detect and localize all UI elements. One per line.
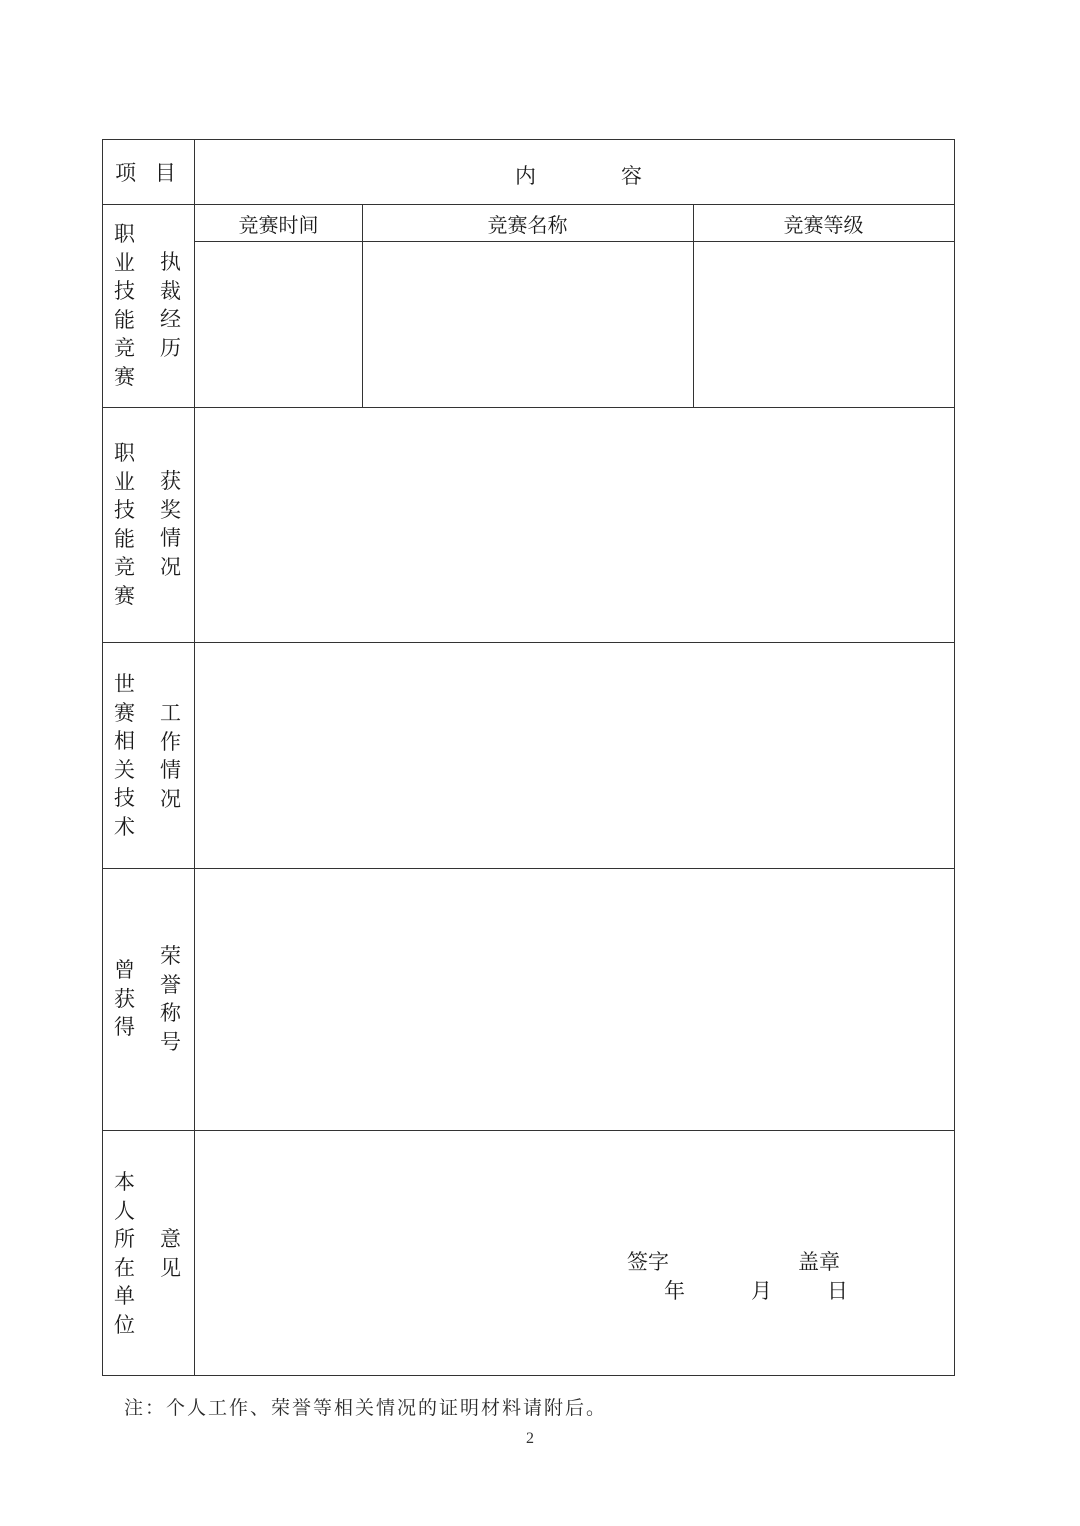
- label-char: 荣: [160, 944, 181, 968]
- competition-subheader: [195, 205, 954, 242]
- unit-opinion-label-cell: [103, 1131, 195, 1375]
- unit-opinion-label-col1: [114, 1168, 135, 1339]
- label-char: 奖: [160, 497, 181, 522]
- label-char: 况: [160, 554, 181, 579]
- content-header-cell: [195, 140, 954, 204]
- label-char: 竞: [114, 555, 135, 579]
- month-label: 月: [751, 1279, 772, 1303]
- label-char: 情: [160, 526, 181, 550]
- table-header-row: [103, 140, 954, 205]
- competition-level-field[interactable]: [694, 242, 954, 407]
- awards-label-cell: [103, 408, 195, 642]
- content-header-label-1: 内: [515, 164, 536, 188]
- signature-label: 签字: [627, 1250, 669, 1274]
- seal-label: 盖章: [798, 1250, 840, 1274]
- label-char: 得: [114, 1015, 135, 1039]
- label-char: 所: [114, 1227, 135, 1251]
- awards-label-col2: [160, 467, 181, 581]
- label-char: 能: [114, 526, 135, 551]
- awards-content-field[interactable]: [195, 408, 954, 642]
- content-header-label-2: 容: [621, 164, 642, 188]
- unit-opinion-label-col2: [160, 1225, 181, 1282]
- competition-level-header: 竞赛等级: [783, 212, 864, 237]
- label-char: 世: [114, 672, 135, 696]
- honors-label-col1: [114, 956, 135, 1042]
- label-char: 誉: [160, 972, 181, 997]
- label-char: 裁: [160, 278, 181, 303]
- worldskills-label-col2: [160, 699, 181, 813]
- referee-label-col1: [114, 220, 135, 391]
- label-char: 人: [114, 1198, 135, 1223]
- referee-label-col2: [160, 248, 181, 362]
- honors-label-cell: [103, 869, 195, 1130]
- day-label: 日: [827, 1279, 848, 1303]
- label-char: 获: [160, 469, 181, 493]
- label-char: 意: [160, 1227, 181, 1251]
- competition-time-header: 竞赛时间: [238, 212, 319, 237]
- label-char: 赛: [114, 364, 135, 389]
- competition-name-field[interactable]: [363, 242, 693, 407]
- label-char: 获: [114, 986, 135, 1011]
- awards-label-col1: [114, 439, 135, 610]
- footnote: 注：个人工作、荣誉等相关情况的证明材料请附后。: [124, 1397, 608, 1419]
- label-char: 技: [114, 786, 135, 810]
- label-char: 历: [160, 335, 181, 360]
- referee-experience-row: [103, 205, 954, 408]
- label-char: 能: [114, 307, 135, 332]
- worldskills-label-col1: [114, 670, 135, 841]
- label-char: 在: [114, 1255, 135, 1280]
- label-char: 情: [160, 758, 181, 782]
- label-char: 单: [114, 1284, 135, 1308]
- label-char: 业: [114, 250, 135, 275]
- label-char: 作: [160, 729, 181, 754]
- label-char: 曾: [114, 958, 135, 982]
- worldskills-content-field[interactable]: [195, 643, 954, 868]
- label-char: 竞: [114, 336, 135, 360]
- competition-time-field[interactable]: [195, 242, 362, 407]
- label-char: 况: [160, 786, 181, 811]
- label-char: 职: [114, 222, 135, 246]
- label-char: 赛: [114, 583, 135, 608]
- label-char: 赛: [114, 700, 135, 725]
- page-number: 2: [526, 1430, 534, 1447]
- label-char: 号: [160, 1029, 181, 1054]
- referee-experience-content: [195, 205, 954, 407]
- label-char: 关: [114, 757, 135, 782]
- label-char: 本: [114, 1170, 135, 1194]
- label-char: 位: [114, 1312, 135, 1337]
- awards-row: [103, 408, 954, 643]
- unit-opinion-content-field[interactable]: [195, 1131, 954, 1375]
- year-label: 年: [664, 1279, 685, 1303]
- label-char: 称: [160, 1001, 181, 1025]
- referee-experience-label-cell: [103, 205, 195, 407]
- competition-name-header: 竞赛名称: [487, 212, 568, 237]
- unit-opinion-row: [103, 1131, 954, 1375]
- worldskills-row: [103, 643, 954, 869]
- label-char: 术: [114, 814, 135, 839]
- label-char: 相: [114, 729, 135, 753]
- application-form-table: [102, 139, 955, 1376]
- honors-label-col2: [160, 942, 181, 1056]
- label-char: 工: [160, 701, 181, 725]
- label-char: 职: [114, 441, 135, 465]
- label-char: 技: [114, 498, 135, 522]
- worldskills-label-cell: [103, 643, 195, 868]
- label-char: 技: [114, 279, 135, 303]
- label-char: 执: [160, 250, 181, 274]
- honors-row: [103, 869, 954, 1131]
- label-char: 见: [160, 1255, 181, 1280]
- label-char: 经: [160, 307, 181, 331]
- honors-content-field[interactable]: [195, 869, 954, 1130]
- label-char: 业: [114, 469, 135, 494]
- item-header-label: 项 目: [115, 161, 182, 185]
- item-header-cell: [103, 140, 195, 204]
